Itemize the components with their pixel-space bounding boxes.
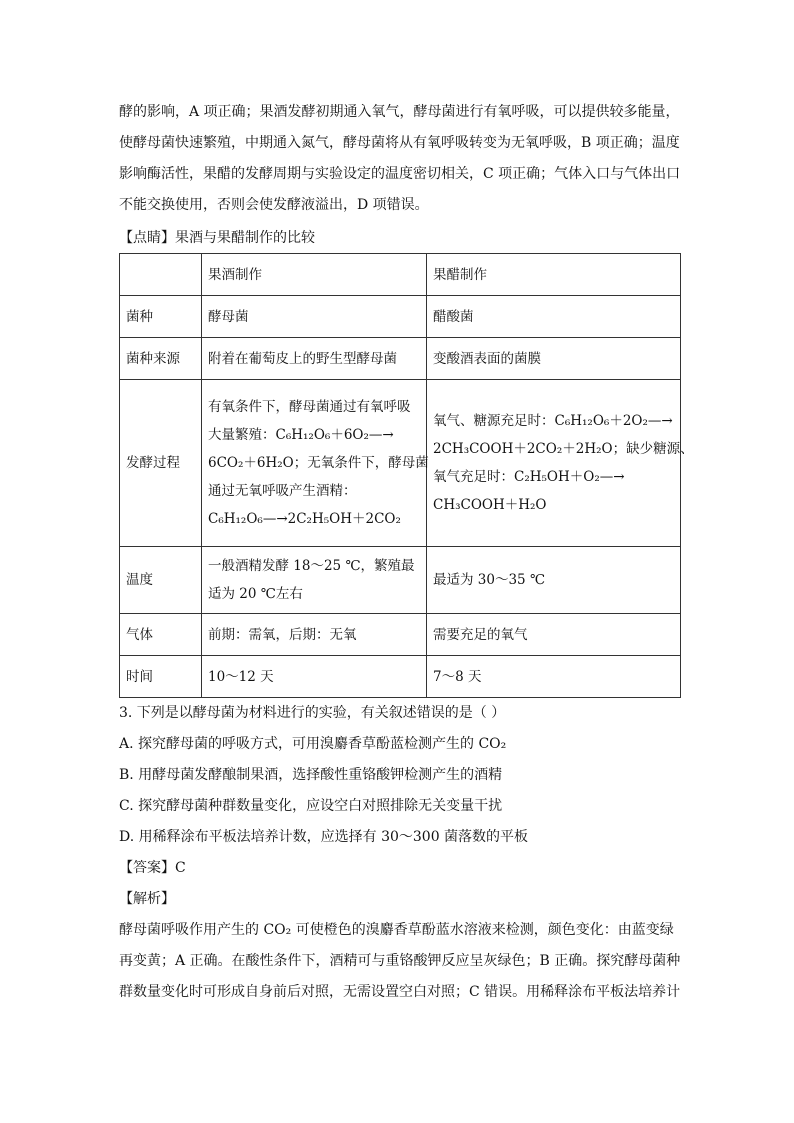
analysis-line: 酵母菌呼吸作用产生的 CO₂ 可使橙色的溴麝香草酚蓝水溶液来检测，颜色变化：由蓝变绿 bbox=[119, 922, 674, 938]
option-c: C. 探究酵母菌种群数量变化，应设空白对照排除无关变量干扰 bbox=[119, 798, 503, 814]
vinegar-cell bbox=[427, 614, 681, 656]
cell-text: C₆H₁₂O₆—→2C₂H₅OH＋2CO₂ bbox=[208, 511, 401, 527]
table-row bbox=[120, 380, 681, 547]
vinegar-cell bbox=[427, 656, 681, 698]
analysis-paragraph bbox=[119, 915, 684, 1008]
vinegar-cell bbox=[427, 547, 681, 614]
vinegar-cell bbox=[427, 338, 681, 380]
wine-cell bbox=[202, 656, 427, 698]
option-a: A. 探究酵母菌的呼吸方式，可用溴麝香草酚蓝检测产生的 CO₂ bbox=[119, 736, 507, 752]
table-row bbox=[120, 614, 681, 656]
wine-cell bbox=[202, 338, 427, 380]
option-b: B. 用酵母菌发酵酿制果酒，选择酸性重铬酸钾检测产生的酒精 bbox=[119, 767, 503, 783]
intro-line: 影响酶活性，果醋的发酵周期与实验设定的温度密切相关，C 项正确；气体入口与气体出口 bbox=[119, 166, 681, 182]
wine-cell bbox=[202, 380, 427, 547]
table-row bbox=[120, 547, 681, 614]
table-row bbox=[120, 338, 681, 380]
cell-text: 通过无氧呼吸产生酒精： bbox=[208, 483, 357, 499]
intro-line: 不能交换使用，否则会使发酵液溢出，D 项错误。 bbox=[119, 197, 429, 213]
intro-paragraph bbox=[119, 97, 684, 221]
cell-text: 最适为 30～35 ℃ bbox=[433, 572, 546, 588]
row-label: 温度 bbox=[120, 547, 202, 614]
intro-line: 使酵母菌快速繁殖，中期通入氮气，酵母菌将从有氧呼吸转变为无氧呼吸，B 项正确；温度 bbox=[119, 135, 680, 151]
analysis-line: 再变黄；A 正确。在酸性条件下，酒精可与重铬酸钾反应呈灰绿色；B 正确。探究酵母菌种 bbox=[119, 953, 681, 969]
cell-text: 有氧条件下，酵母菌通过有氧呼吸 bbox=[208, 399, 411, 415]
wine-cell bbox=[202, 614, 427, 656]
row-label: 菌种来源 bbox=[120, 338, 202, 380]
cell-text: 需要充足的氧气 bbox=[433, 626, 528, 643]
cell-text: 附着在葡萄皮上的野生型酵母菌 bbox=[208, 350, 397, 367]
table-header-row bbox=[120, 254, 681, 296]
analysis-label: 【解析】 bbox=[119, 891, 175, 907]
cell-text: 6CO₂＋6H₂O；无氧条件下，酵母菌 bbox=[208, 455, 429, 471]
comparison-table bbox=[119, 253, 694, 698]
cell-text: 醋酸菌 bbox=[433, 308, 474, 325]
row-label: 发酵过程 bbox=[120, 380, 202, 547]
cell-text: 7～8 天 bbox=[433, 668, 482, 685]
cell-text: 10～12 天 bbox=[208, 668, 274, 685]
table-row bbox=[120, 656, 681, 698]
cell-text: 氧气充足时：C₂H₅OH＋O₂—→ bbox=[433, 469, 625, 485]
header-cell: 果酒制作 bbox=[202, 254, 427, 296]
wine-cell bbox=[202, 296, 427, 338]
point-heading: 【点睛】果酒与果醋制作的比较 bbox=[119, 230, 315, 246]
header-cell bbox=[120, 254, 202, 296]
option-d: D. 用稀释涂布平板法培养计数，应选择有 30～300 菌落数的平板 bbox=[119, 829, 529, 845]
wine-cell bbox=[202, 547, 427, 614]
cell-text: CH₃COOH＋H₂O bbox=[433, 497, 547, 513]
row-label: 时间 bbox=[120, 656, 202, 698]
cell-text: 大量繁殖：C₆H₁₂O₆＋6O₂—→ bbox=[208, 427, 394, 443]
question-stem: 3. 下列是以酵母菌为材料进行的实验，有关叙述错误的是（ ） bbox=[119, 705, 506, 721]
cell-text: 2CH₃COOH＋2CO₂＋2H₂O；缺少糖源、 bbox=[433, 441, 694, 457]
cell-text: 变酸酒表面的菌膜 bbox=[433, 350, 541, 367]
header-cell: 果醋制作 bbox=[427, 254, 681, 296]
analysis-line: 群数量变化时可形成自身前后对照，无需设置空白对照；C 错误。用稀释涂布平板法培养计 bbox=[119, 984, 681, 1000]
vinegar-cell bbox=[427, 296, 681, 338]
table-row bbox=[120, 296, 681, 338]
cell-text: 适为 20 ℃左右 bbox=[208, 586, 303, 602]
intro-line: 酵的影响，A 项正确；果酒发酵初期通入氧气，酵母菌进行有氧呼吸，可以提供较多能量， bbox=[119, 104, 680, 120]
row-label: 菌种 bbox=[120, 296, 202, 338]
row-label: 气体 bbox=[120, 614, 202, 656]
cell-text: 一般酒精发酵 18～25 ℃，繁殖最 bbox=[208, 558, 415, 574]
cell-text: 氧气、糖源充足时：C₆H₁₂O₆＋2O₂—→ bbox=[433, 413, 673, 429]
cell-text: 酵母菌 bbox=[208, 308, 249, 325]
cell-text: 前期：需氧，后期：无氧 bbox=[208, 626, 357, 643]
vinegar-cell bbox=[427, 380, 694, 547]
answer-label: 【答案】C bbox=[119, 860, 186, 876]
document-page bbox=[119, 97, 694, 1008]
